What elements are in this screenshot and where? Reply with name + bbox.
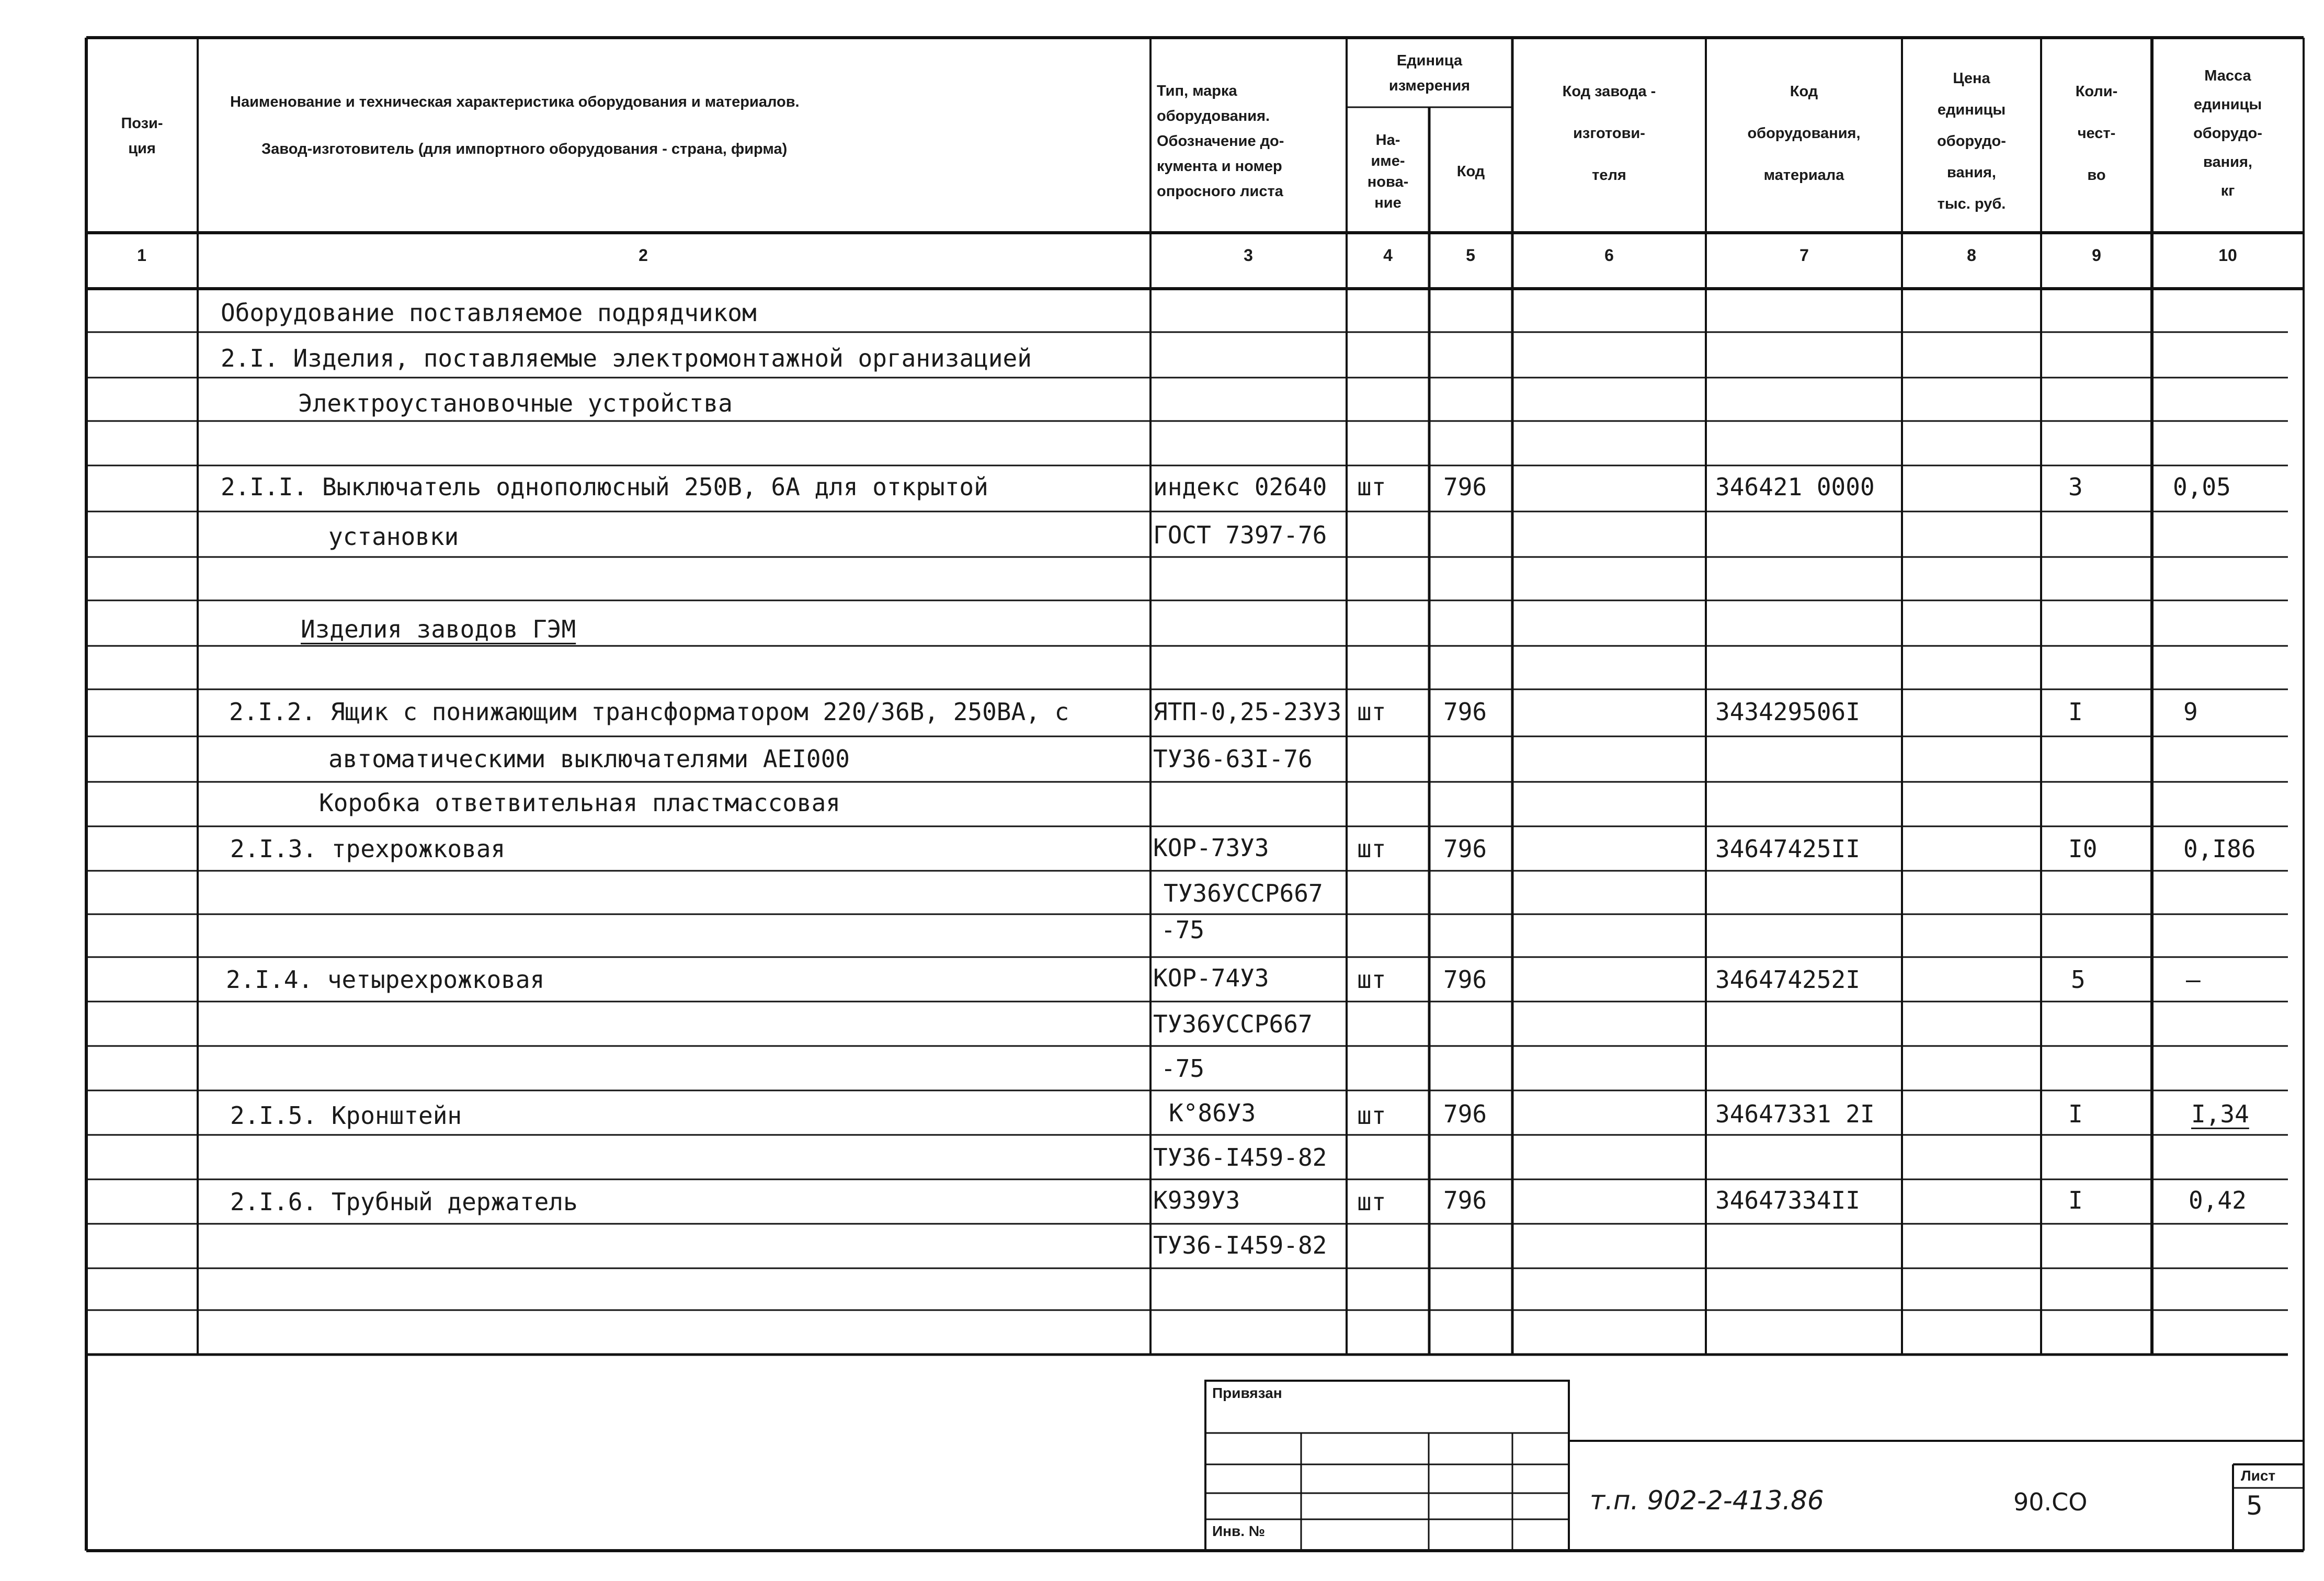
item-2-1-2-code: 343429506I <box>1715 698 1860 726</box>
item-2-1-6-unit: шт <box>1357 1188 1386 1216</box>
item-2-1-3-name: 2.I.3. трехрожковая <box>230 835 506 863</box>
item-2-1-1-type-line1: индекс 02640 <box>1153 473 1327 501</box>
stamp-privyazan: Привязан <box>1212 1385 1282 1401</box>
item-2-1-3-type-line1: КОР-73У3 <box>1153 834 1269 862</box>
item-2-1-1-mass: 0,05 <box>2173 473 2231 501</box>
item-2-1-5-unit-code: 796 <box>1443 1100 1487 1128</box>
header-unit-group: Единица измерения <box>1388 52 1471 94</box>
item-2-1-2-qty: I <box>2068 698 2083 726</box>
header-name-line2: Завод-изготовитель (для импортного оборудования - страна, фирма) <box>261 141 788 157</box>
header-mass: Масса единицы оборудо- вания, кг <box>2193 67 2262 199</box>
item-2-1-5-code: 34647331 2I <box>1715 1100 1875 1128</box>
item-2-1-4-mass: – <box>2186 965 2201 994</box>
project-code: т.п. 902-2-413.86 <box>1590 1485 1824 1516</box>
item-2-1-1-unit: шт <box>1357 473 1386 501</box>
item-2-1-6-code: 34647334II <box>1715 1186 1860 1214</box>
item-2-1-4-unit: шт <box>1357 965 1386 994</box>
subsection-2-1: 2.I. Изделия, поставляемые электромонтажной организацией <box>221 344 1032 372</box>
header-quantity: Коли- чест- во <box>2075 83 2118 184</box>
stamp-inv-no: Инв. № <box>1212 1523 1266 1539</box>
header-unit-code: Код <box>1456 163 1485 180</box>
item-2-1-3-unit-code: 796 <box>1443 835 1487 863</box>
item-2-1-2-unit: шт <box>1357 698 1386 726</box>
column-number-2: 2 <box>639 246 648 265</box>
section-code: 90.СО <box>2013 1488 2088 1516</box>
header-plant-code: Код завода - изготови- теля <box>1562 83 1656 184</box>
item-2-1-1-unit-code: 796 <box>1443 473 1487 501</box>
header-name-line1: Наименование и техническая характеристика оборудования и материалов. <box>230 94 800 110</box>
column-number-8: 8 <box>1967 246 1976 265</box>
item-2-1-6-type-line1: К939У3 <box>1153 1186 1240 1214</box>
item-2-1-1-code: 346421 0000 <box>1715 473 1875 501</box>
item-2-1-2-name-line2: автоматическими выключателями АЕI000 <box>328 745 850 773</box>
item-2-1-1-type-line2: ГОСТ 7397-76 <box>1153 521 1327 549</box>
item-2-1-5-type-line2: ТУ36-I459-82 <box>1153 1143 1327 1171</box>
item-2-1-6-qty: I <box>2068 1186 2083 1214</box>
item-2-1-5-type-line1: К°86У3 <box>1169 1099 1256 1127</box>
item-2-1-3-type-line2: ТУ36УССР667 <box>1164 879 1323 907</box>
item-2-1-5-unit: шт <box>1357 1101 1386 1130</box>
header-type: Тип, марка оборудования. Обозначение до- кумента и номер опросного листа <box>1157 83 1284 200</box>
column-number-7: 7 <box>1799 246 1809 265</box>
item-2-1-5-mass: I,34 <box>2191 1100 2249 1128</box>
item-2-1-2-mass: 9 <box>2183 698 2198 726</box>
item-2-1-4-type-line3: -75 <box>1161 1054 1205 1083</box>
sheet-number: 5 <box>2246 1491 2263 1521</box>
group-electro: Электроустановочные устройства <box>298 389 733 417</box>
column-number-1: 1 <box>137 246 146 265</box>
item-2-1-4-type-line1: КОР-74У3 <box>1153 964 1269 992</box>
item-2-1-3-unit: шт <box>1357 835 1386 863</box>
item-2-1-6-type-line2: ТУ36-I459-82 <box>1153 1231 1327 1259</box>
column-number-4: 4 <box>1383 246 1393 265</box>
item-2-1-4-qty: 5 <box>2071 965 2086 994</box>
header-position: Пози- ция <box>121 115 163 157</box>
item-2-1-3-mass: 0,I86 <box>2183 835 2256 863</box>
item-2-1-2-type-line2: ТУ36-63I-76 <box>1153 745 1313 773</box>
item-2-1-4-code: 346474252I <box>1715 965 1860 994</box>
column-number-5: 5 <box>1466 246 1475 265</box>
header-equipment-code: Код оборудования, материала <box>1747 83 1861 184</box>
item-2-1-3-type-line3: -75 <box>1161 916 1205 944</box>
item-2-1-3-code: 34647425II <box>1715 835 1860 863</box>
column-number-6: 6 <box>1604 246 1614 265</box>
section-title: Оборудование поставляемое подрядчиком <box>221 299 757 327</box>
item-2-1-4-type-line2: ТУ36УССР667 <box>1153 1010 1313 1038</box>
item-2-1-5-name: 2.I.5. Кронштейн <box>230 1101 462 1130</box>
item-2-1-6-unit-code: 796 <box>1443 1186 1487 1214</box>
sheet-label: Лист <box>2241 1468 2276 1484</box>
column-number-9: 9 <box>2092 246 2101 265</box>
header-price: Цена единицы оборудо- вания, тыс. руб. <box>1937 70 2006 212</box>
item-2-1-2-name-line1: 2.I.2. Ящик с понижающим трансформатором 220/36В, 250ВА, с <box>229 698 1069 726</box>
item-2-1-6-mass: 0,42 <box>2189 1186 2247 1214</box>
item-2-1-2-unit-code: 796 <box>1443 698 1487 726</box>
item-2-1-4-name: 2.I.4. четырехрожковая <box>226 965 545 994</box>
column-number-10: 10 <box>2218 246 2237 265</box>
item-2-1-3-qty: I0 <box>2068 835 2098 863</box>
group-box: Коробка ответвительная пластмассовая <box>319 789 840 817</box>
column-number-3: 3 <box>1244 246 1253 265</box>
item-2-1-6-name: 2.I.6. Трубный держатель <box>230 1188 578 1216</box>
item-2-1-1-name-line1: 2.I.I. Выключатель однополюсный 250В, 6А для открытой <box>221 473 988 501</box>
item-2-1-1-name-line2: установки <box>328 522 459 551</box>
group-gem: Изделия заводов ГЭМ <box>301 615 576 643</box>
item-2-1-2-type-line1: ЯТП-0,25-23У3 <box>1153 698 1342 726</box>
item-2-1-5-qty: I <box>2068 1100 2083 1128</box>
item-2-1-4-unit-code: 796 <box>1443 965 1487 994</box>
header-unit-name: На- име- нова- ние <box>1367 131 1409 211</box>
item-2-1-1-qty: 3 <box>2068 473 2083 501</box>
